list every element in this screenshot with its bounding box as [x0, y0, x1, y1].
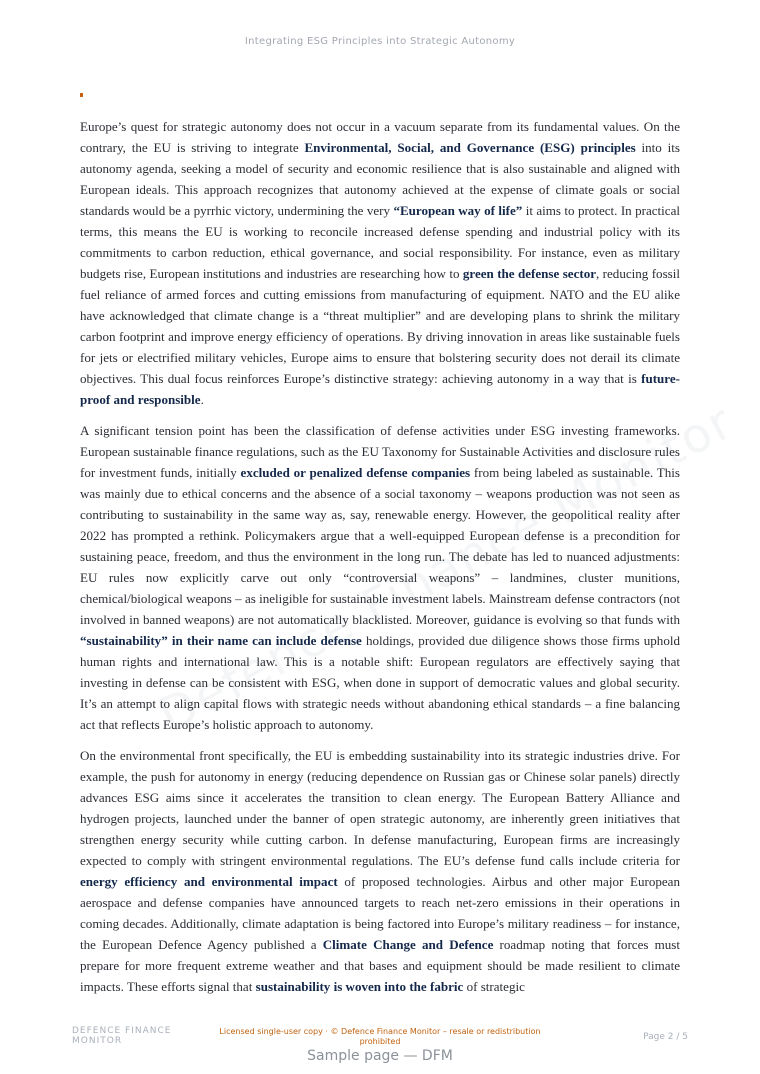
- text-run: On the environmental front specifically, the EU is embedding sustainability into its strategic industries drive. For example, the push for autonomy in energy (reducing dependence on Russian gas or Chinese solar panels) directly advances ESG aims since it accelerates the transition to clean energy. The European Battery Alliance and hydrogen projects, launched under the banner of open strategic autonomy, are inherently green initiatives that strengthen energy security while cutting carbon. In defense manufacturing, European firms are increasingly expected to comply with stringent environmental regulations. The EU’s defense fund calls include criteria for: [80, 748, 680, 868]
- paragraph: [80, 116, 680, 410]
- text-run: Europe’s quest for strategic autonomy does not occur in a vacuum separate from its fundamental values. On the contrary, the EU is striving to integrate: [80, 119, 680, 155]
- paragraph: [80, 420, 680, 735]
- paragraph: [80, 745, 680, 997]
- text-run: .: [200, 392, 204, 407]
- license-line: prohibited: [359, 1037, 401, 1046]
- text-run: of strategic: [463, 979, 525, 994]
- text-run: roadmap noting that forces must prepare for more frequent extreme weather and that bases and equipment should be made resilient to climate impacts. These efforts signal that: [80, 937, 680, 994]
- emphasis-text: green the defense sector: [462, 266, 597, 281]
- emphasis-text: “European way of life”: [393, 203, 523, 218]
- emphasis-text: “sustainability” in their name can include defense: [80, 633, 362, 648]
- accent-mark: [80, 93, 83, 97]
- text-run: of proposed technologies. Airbus and other major European aerospace and defense companies have announced targets to reach net-zero emissions in their operations in coming decades. Additionally, climate adaptation is being factored into Europe’s military readiness – for instance, the European Defence Agency published a: [80, 874, 680, 952]
- emphasis-text: Climate Change and Defence: [322, 937, 494, 952]
- text-run: A significant tension point has been the classification of defense activities under ESG investing frameworks. European sustainable finance regulations, such as the EU Taxonomy for Sustainable Activities and disclosure rules for investment funds, initially: [80, 423, 680, 480]
- body-text: [80, 116, 680, 1007]
- text-run: into its autonomy agenda, seeking a model of security and economic resilience that is also sustainable and aligned with European ideals. This approach recognizes that autonomy achieved at the expense of climate goals or social standards would be a pyrrhic victory, undermining the very: [80, 140, 680, 218]
- running-head: Integrating ESG Principles into Strategic Autonomy: [244, 36, 516, 47]
- emphasis-text: Environmental, Social, and Governance (ESG) principles: [304, 140, 636, 155]
- footer-brand-line: MONITOR: [72, 1036, 123, 1046]
- emphasis-text: excluded or penalized defense companies: [240, 465, 471, 480]
- text-run: holdings, provided due diligence shows those firms uphold human rights and international law. This is a notable shift: European regulators are effectively saying that investing in defense can be consistent with ESG, when done in support of democratic values and global security. It’s an attempt to align capital flows with strategic needs without abandoning ethical standards – a fine balancing act that reflects Europe’s holistic approach to autonomy.: [80, 633, 681, 732]
- sample-label: Sample page — DFM: [307, 1048, 453, 1064]
- footer-brand-line: DEFENCE FINANCE: [72, 1026, 172, 1036]
- emphasis-text: sustainability is woven into the fabric: [255, 979, 464, 994]
- text-run: , reducing fossil fuel reliance of armed forces and cutting emissions from manufacturing of equipment. NATO and the EU alike have acknowledged that climate change is a “threat multiplier” and are developing plans to shrink the military carbon footprint and improve energy efficiency of operations. By driving innovation in areas like sustainable fuels for jets or electrified military vehicles, Europe aims to ensure that bolstering security does not derail its climate objectives. This dual focus reinforces Europe’s distinctive strategy: achieving autonomy in a way that is: [80, 266, 680, 386]
- footer-brand: [72, 1026, 212, 1046]
- footer-license: [215, 1027, 545, 1047]
- text-run: from being labeled as sustainable. This was mainly due to ethical concerns and the absence of a social taxonomy – weapons production was not seen as contributing to sustainability in the same way as, say, renewable energy. However, the geopolitical reality after 2022 has prompted a rethink. Policymakers argue that a well-equipped European defense is a precondition for sustaining peace, freedom, and thus the environment in the long run. The debate has led to nuanced adjustments: EU rules now explicitly carve out only “controversial weapons” – landmines, cluster munitions, chemical/biological weapons – as ineligible for sustainable investment labels. Mainstream defense contractors (not involved in banned weapons) are not automatically blacklisted. Moreover, guidance is evolving so that funds with: [80, 465, 680, 627]
- license-line: Licensed single-user copy · © Defence Finance Monitor – resale or redistribution: [219, 1027, 541, 1036]
- text-run: it aims to protect. In practical terms, this means the EU is working to reconcile increased defense spending and industrial policy with its commitments to carbon reduction, ethical governance, and social responsibility. For instance, even as military budgets rise, European institutions and industries are researching how to: [80, 203, 680, 281]
- emphasis-text: future-proof and responsible: [80, 371, 680, 407]
- emphasis-text: energy efficiency and environmental impact: [80, 874, 338, 889]
- page-number: Page 2 / 5: [643, 1032, 688, 1042]
